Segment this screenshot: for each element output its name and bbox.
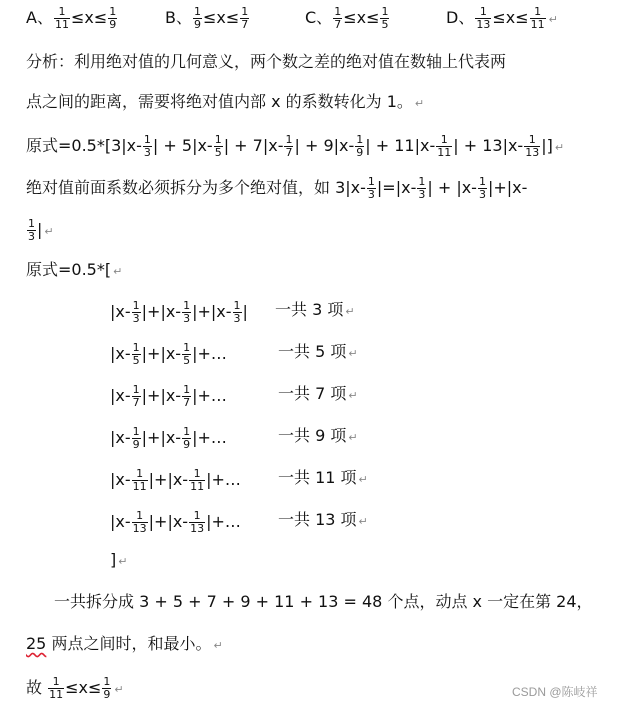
term-count: 一共 11 项 ↵	[278, 468, 368, 487]
formula-term: 13|x- $\frac{1}{13}$ |]	[482, 133, 553, 159]
fraction: $\frac{1}{11}$	[49, 675, 64, 701]
term-count: 一共 9 项 ↵	[278, 426, 358, 445]
fraction: $\frac{1}{13}$	[476, 5, 491, 31]
split-row: |x- $\frac{1}{3}$ |+|x- $\frac{1}{3}$ |+|x- $\frac{1}{3}$ |	[110, 299, 248, 325]
split-explanation-line-2: $\frac{1}{3}$ | ↵	[28, 217, 54, 243]
fraction: $\frac{1}{3}$	[143, 133, 151, 159]
fraction: $\frac{1}{9}$	[132, 425, 140, 451]
formula-term: 5|x- $\frac{1}{5}$ | +	[181, 133, 253, 159]
fraction: $\frac{1}{7}$	[241, 5, 249, 31]
fraction: $\frac{1}{13}$	[525, 133, 540, 159]
split-explanation-line: 绝对值前面系数必须拆分为多个绝对值，如 3|x- $\frac{1}{3}$ |=|x- $\frac{1}{3}$ | + |x- $\frac{1}{3}$ |+|x-	[26, 175, 528, 201]
fraction: $\frac{1}{3}$	[418, 175, 426, 201]
option-d: D、 $\frac{1}{13}$ ≤x≤ $\frac{1}{11}$ ↵	[446, 5, 558, 31]
split-row: |x- $\frac{1}{5}$ |+|x- $\frac{1}{5}$ |+…	[110, 341, 227, 367]
option-a: A、 $\frac{1}{11}$ ≤x≤ $\frac{1}{9}$	[26, 5, 117, 31]
fraction: $\frac{1}{9}$	[109, 5, 117, 31]
option-c: C、 $\frac{1}{7}$ ≤x≤ $\frac{1}{5}$	[305, 5, 389, 31]
conclusion-line-1: 一共拆分成 3 + 5 + 7 + 9 + 11 + 13 = 48 个点，动点 x 一定在第 24，	[54, 592, 593, 611]
term-count: 一共 3 项 ↵	[275, 300, 355, 319]
option-b: B、 $\frac{1}{9}$ ≤x≤ $\frac{1}{7}$	[165, 5, 249, 31]
formula-term: 7|x- $\frac{1}{7}$ | +	[252, 133, 324, 159]
formula-term: 9|x- $\frac{1}{9}$ | +	[323, 133, 395, 159]
fraction: $\frac{1}{3}$	[28, 217, 35, 243]
fraction: $\frac{1}{3}$	[183, 299, 191, 325]
fraction: $\frac{1}{5}$	[183, 341, 191, 367]
formula2-line: 原式=0.5*[ ↵	[26, 260, 123, 279]
fraction: $\frac{1}{11}$	[54, 5, 69, 31]
fraction: $\frac{1}{3}$	[132, 299, 140, 325]
formula-term: 11|x- $\frac{1}{11}$ | +	[394, 133, 483, 159]
split-row: |x- $\frac{1}{11}$ |+|x- $\frac{1}{11}$ |+…	[110, 467, 241, 493]
split-row: |x- $\frac{1}{7}$ |+|x- $\frac{1}{7}$ |+…	[110, 383, 227, 409]
formula-line: 原式=0.5*[3|x- $\frac{1}{3}$ | + 5|x- $\frac{1}{5}$ | + 7|x- $\frac{1}{7}$ | + 9|x- $\frac{1}{9}$ | + 11|x- $\frac{1}{11}$ | + 13|x- $\frac{1}{13}$ |] ↵	[26, 133, 565, 159]
split-row: |x- $\frac{1}{9}$ |+|x- $\frac{1}{9}$ |+…	[110, 425, 227, 451]
final-answer-line: 故 $\frac{1}{11}$ ≤x≤ $\frac{1}{9}$ ↵	[26, 675, 124, 701]
term-count: 一共 7 项 ↵	[278, 384, 358, 403]
fraction: $\frac{1}{3}$	[478, 175, 486, 201]
fraction: $\frac{1}{11}$	[530, 5, 545, 31]
fraction: $\frac{1}{13}$	[132, 509, 147, 535]
fraction: $\frac{1}{7}$	[132, 383, 140, 409]
fraction: $\frac{1}{7}$	[334, 5, 342, 31]
close-bracket-line: ] ↵	[110, 550, 128, 569]
fraction: $\frac{1}{9}$	[193, 5, 201, 31]
fraction: $\frac{1}{5}$	[132, 341, 140, 367]
fraction: $\frac{1}{5}$	[214, 133, 222, 159]
fraction: $\frac{1}{5}$	[381, 5, 389, 31]
watermark: CSDN @陈岐祥	[512, 685, 598, 699]
analysis-line-1: 分析：利用绝对值的几何意义，两个数之差的绝对值在数轴上代表两	[26, 52, 507, 71]
fraction: $\frac{1}{3}$	[233, 299, 241, 325]
fraction: $\frac{1}{9}$	[183, 425, 191, 451]
split-row: |x- $\frac{1}{13}$ |+|x- $\frac{1}{13}$ |+…	[110, 509, 241, 535]
fraction: $\frac{1}{9}$	[356, 133, 364, 159]
fraction: $\frac{1}{13}$	[190, 509, 205, 535]
fraction: $\frac{1}{11}$	[190, 467, 205, 493]
fraction: $\frac{1}{11}$	[132, 467, 147, 493]
conclusion-line-2: 25 两点之间时，和最小。 ↵	[26, 634, 223, 653]
fraction: $\frac{1}{7}$	[285, 133, 293, 159]
fraction: $\frac{1}{9}$	[103, 675, 111, 701]
term-count: 一共 5 项 ↵	[278, 342, 358, 361]
fraction: $\frac{1}{3}$	[367, 175, 375, 201]
term-count: 一共 13 项 ↵	[278, 510, 368, 529]
formula-term: 3|x- $\frac{1}{3}$ | +	[111, 133, 182, 159]
fraction: $\frac{1}{7}$	[183, 383, 191, 409]
analysis-line-2: 点之间的距离，需要将绝对值内部 x 的系数转化为 1。 ↵	[26, 92, 425, 111]
fraction: $\frac{1}{11}$	[437, 133, 452, 159]
